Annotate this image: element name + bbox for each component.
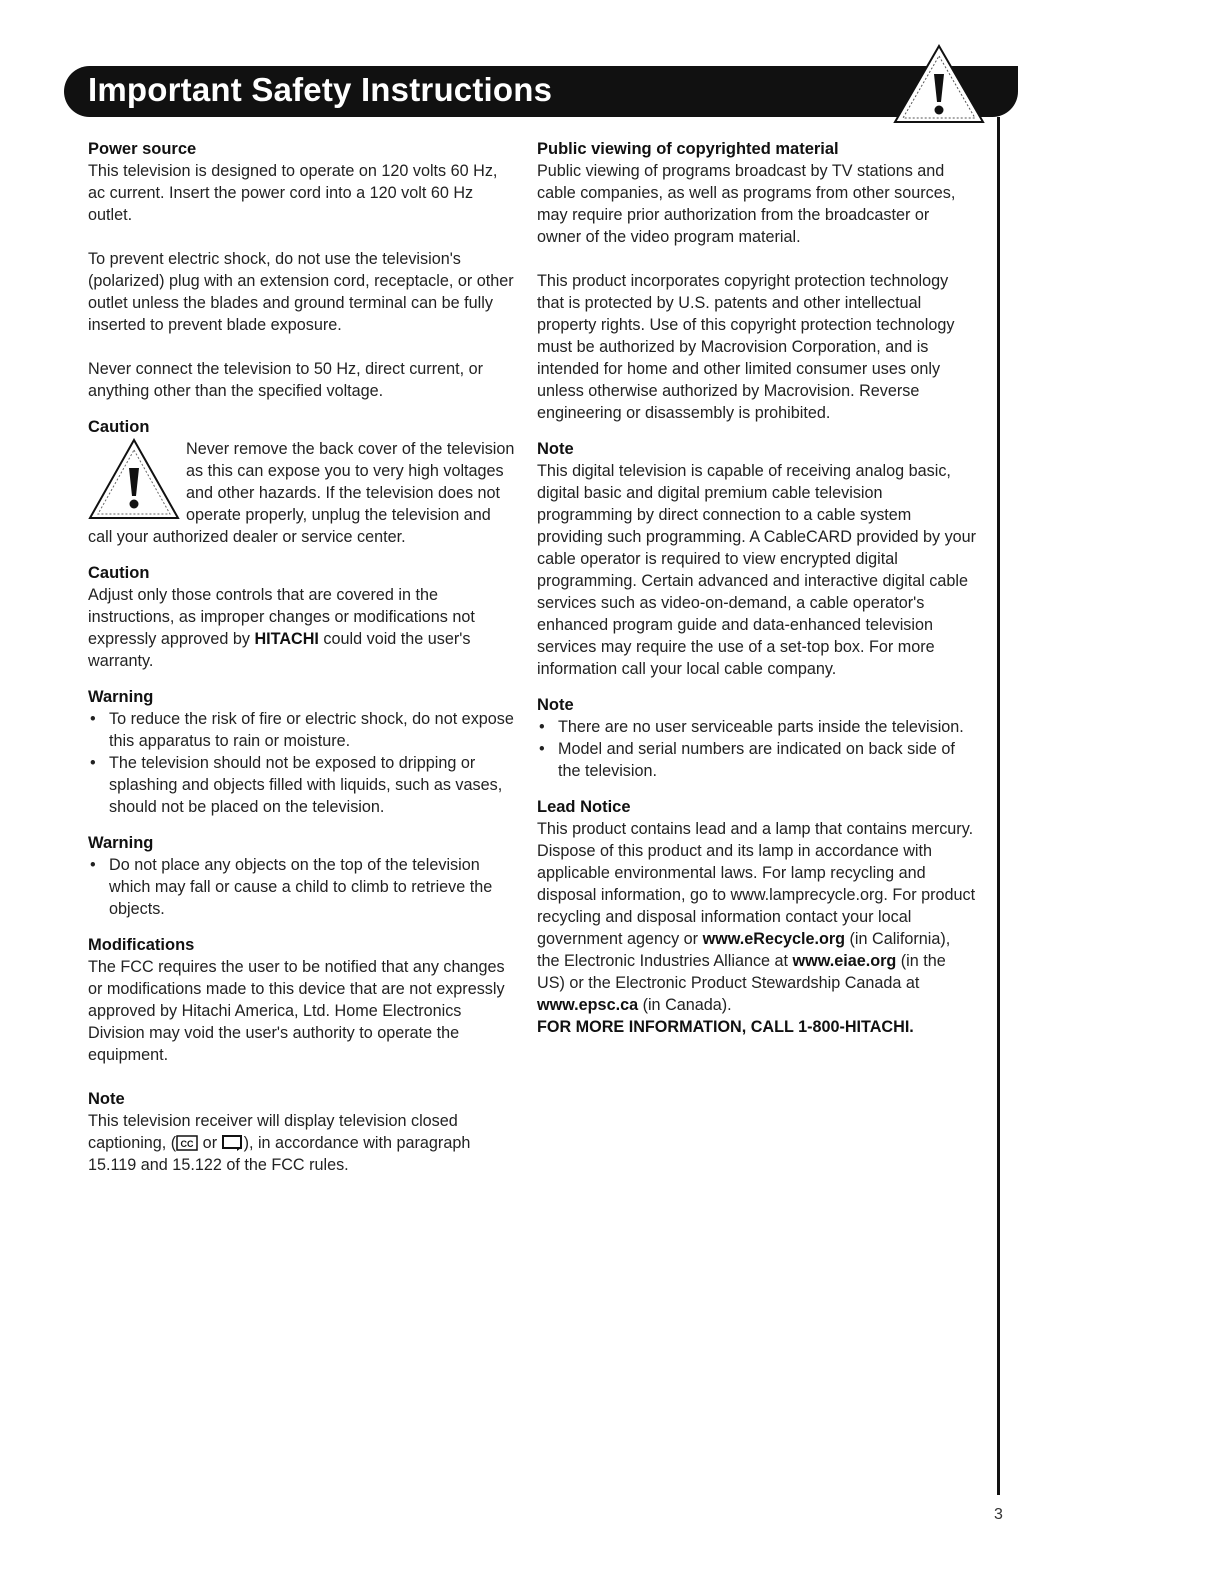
section-heading: Lead Notice <box>537 798 631 816</box>
list-item: • Do not place any objects on the top of the television which may fall or cause a child to climb to retrieve the objects. <box>88 854 518 920</box>
paragraph: To prevent electric shock, do not use the television's (polarized) plug with an extension cord, receptacle, or other outlet unless the blades and ground terminal can be fully inserted to prevent blade exposure. <box>88 250 514 334</box>
list-item: • To reduce the risk of fire or electric shock, do not expose this apparatus to rain or moisture. <box>88 708 518 752</box>
caution-section <box>88 562 518 672</box>
list-item: • Model and serial numbers are indicated on back side of the television. <box>537 738 977 782</box>
warning-section <box>88 686 518 818</box>
list-item: • There are no user serviceable parts inside the television. <box>537 716 977 738</box>
closed-caption-icon <box>176 1135 198 1151</box>
section-heading: Power source <box>88 140 197 158</box>
svg-text:CC: CC <box>180 1139 194 1149</box>
section-heading: Note <box>88 1090 125 1108</box>
paragraph: The FCC requires the user to be notified that any changes or modifications made to this device that are not expressly approved by Hitachi America, Ltd. Home Electronics Division may void the user's authority to operate the equipment. <box>88 958 505 1064</box>
right-column <box>537 138 977 1038</box>
page-title: Important Safety Instructions <box>88 71 553 108</box>
paragraph: Adjust only those controls that are covered in the instructions, as improper changes or modifications not expressly approved by HITACHI could void the user's warranty. <box>88 586 475 670</box>
link-epsc[interactable]: www.epsc.ca <box>537 996 639 1014</box>
note-section <box>88 1088 518 1176</box>
paragraph: This product incorporates copyright protection technology that is protected by U.S. patents and other intellectual property rights. Use of this copyright protection technology must be authorized by Macrovision Corporation, and is intended for home and other limited consumer uses only unless otherwise authorized by Macrovision. Reverse engineering or disassembly is prohibited. <box>537 272 955 422</box>
section-heading: Caution <box>88 418 150 436</box>
section-heading: Public viewing of copyrighted material <box>537 140 839 158</box>
right-margin-rule <box>997 117 1000 1495</box>
paragraph: Never remove the back cover of the television as this can expose you to very high voltages and other hazards. If the television does not operate properly, unplug the television and call your authorized dealer or service center. <box>88 440 515 546</box>
paragraph: This television receiver will display television closed captioning, ( CC or ), in accordance with paragraph 15.119 and 15.122 of the FCC rules. <box>88 1112 471 1174</box>
link-eiae[interactable]: www.eiae.org <box>792 952 897 970</box>
lead-notice-section <box>537 796 977 1038</box>
left-column <box>88 138 518 1176</box>
paragraph: Public viewing of programs broadcast by TV stations and cable companies, as well as programs from other sources, may require prior authorization from the broadcaster or owner of the video program material. <box>537 162 956 246</box>
list-item: • The television should not be exposed to dripping or splashing and objects filled with liquids, such as vases, should not be placed on the television. <box>88 752 518 818</box>
section-heading: Warning <box>88 688 154 706</box>
page-number: 3 <box>994 1506 1003 1523</box>
power-source-section <box>88 138 518 402</box>
section-heading: Warning <box>88 834 154 852</box>
note-section <box>537 438 977 680</box>
brand-name: HITACHI <box>254 630 319 648</box>
warning-triangle-icon <box>88 438 180 520</box>
paragraph: This television is designed to operate on 120 volts 60 Hz, ac current. Insert the power cord into a 120 volt 60 Hz outlet. <box>88 162 498 224</box>
contact-line: FOR MORE INFORMATION, CALL 1-800-HITACHI. <box>537 1018 914 1036</box>
section-heading: Note <box>537 440 574 458</box>
paragraph: This digital television is capable of receiving analog basic, digital basic and digital premium cable television programming by direct connection to a cable system providing such programming. A CableCARD provided by your cable operator is required to view encrypted digital programming. Certain advanced and interactive digital cable services such as video-on-demand, a cable operator's enhanced program guide and data-enhanced television services may require the use of a set-top box. For more information call your local cable company. <box>537 462 977 678</box>
caption-box-icon <box>222 1135 244 1151</box>
link-erecycle[interactable]: www.eRecycle.org <box>702 930 846 948</box>
paragraph: Never connect the television to 50 Hz, direct current, or anything other than the specified voltage. <box>88 360 483 400</box>
section-heading: Note <box>537 696 574 714</box>
note-section <box>537 694 977 782</box>
warning-triangle-icon <box>893 44 985 126</box>
public-viewing-section <box>537 138 977 424</box>
section-heading: Modifications <box>88 936 195 954</box>
paragraph: This product contains lead and a lamp that contains mercury. Dispose of this product and its lamp in accordance with applicable environmental laws. For lamp recycling and disposal information, go to www.lamprecycle.org. For product recycling and disposal information contact your local government agency or www.eRecycle.org (in California), the Electronic Industries Alliance at www.eiae.org (in the US) or the Electronic Product Stewardship Canada at www.epsc.ca (in Canada). <box>537 820 976 1014</box>
section-heading: Caution <box>88 564 150 582</box>
warning-section <box>88 832 518 920</box>
modifications-section <box>88 934 518 1066</box>
caution-section <box>88 416 518 548</box>
